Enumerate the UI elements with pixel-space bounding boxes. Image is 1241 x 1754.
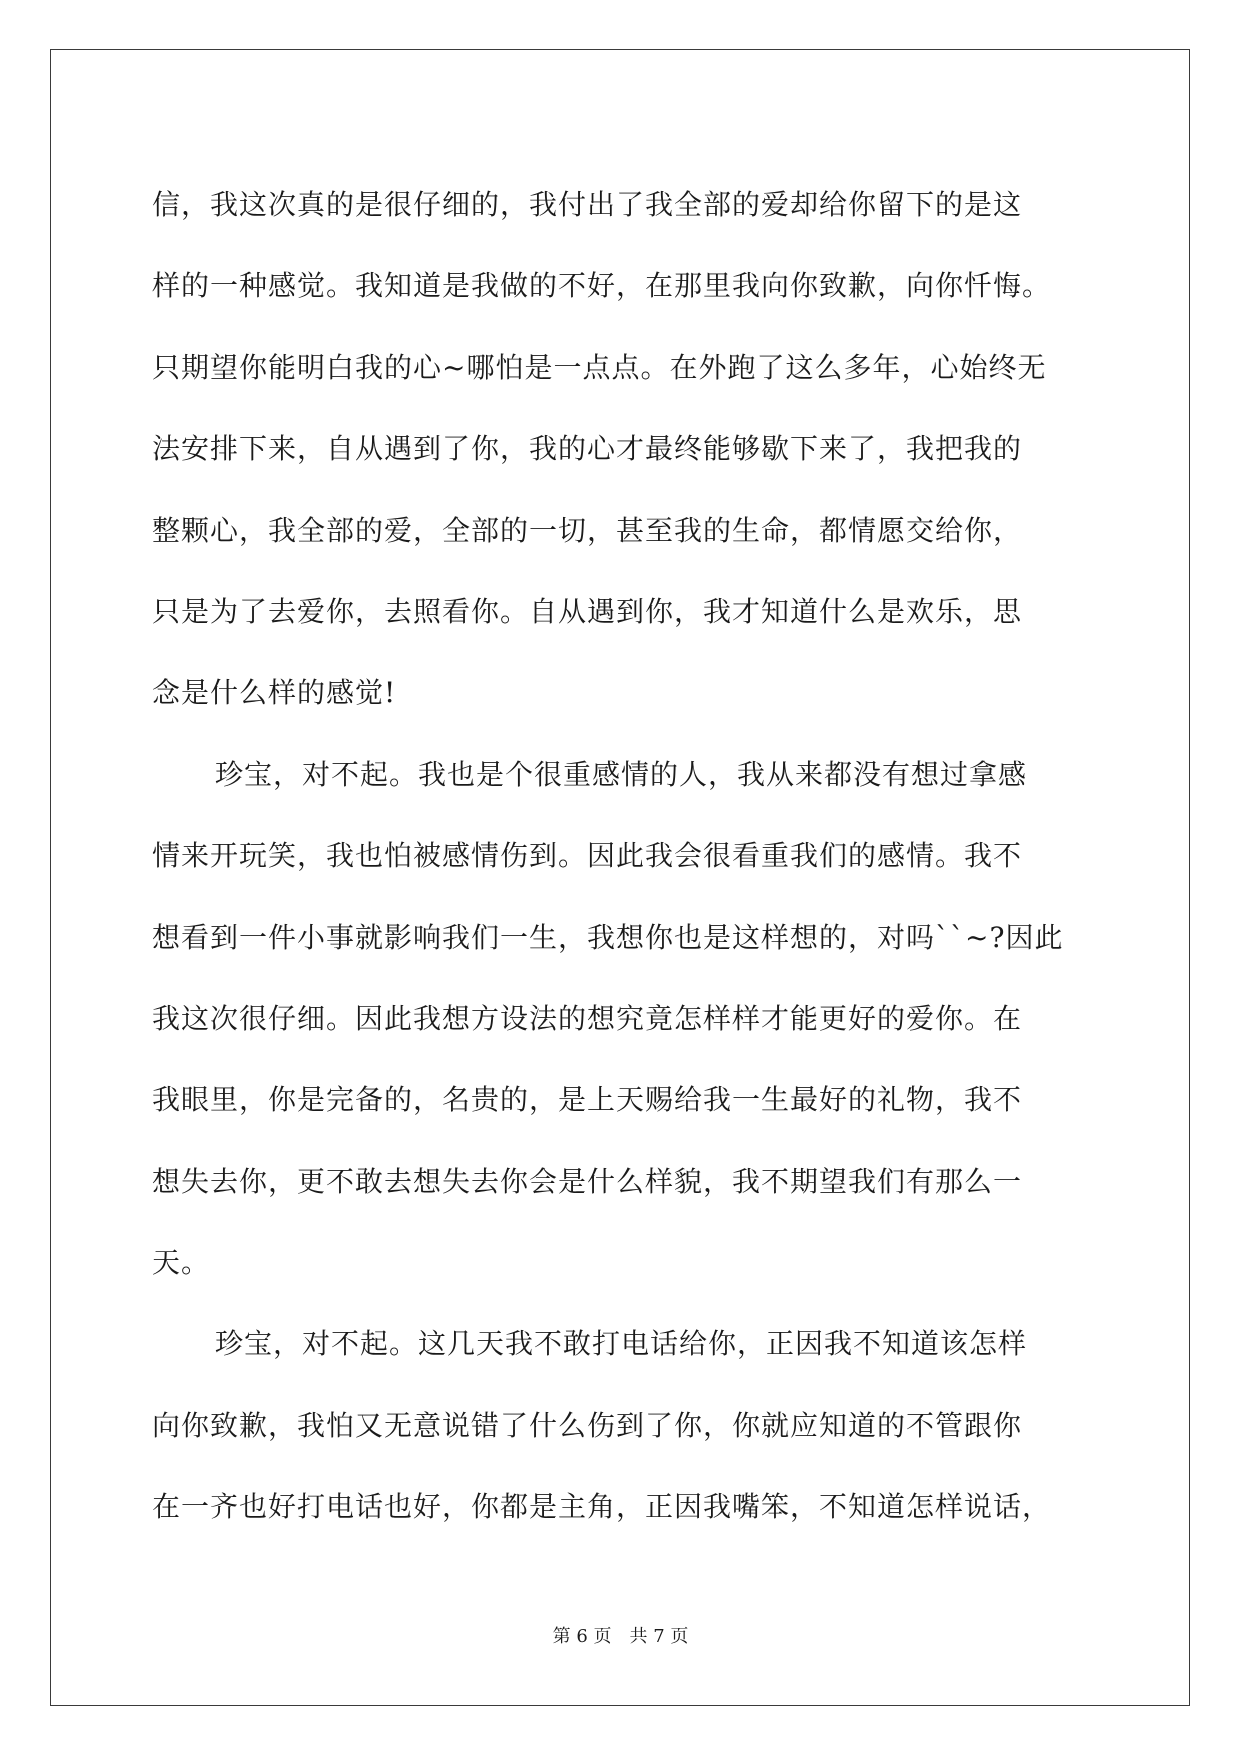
page-footer	[0, 1622, 1241, 1648]
text-line: 法安排下来，自从遇到了你，我的心才最终能够歇下来了，我把我的	[152, 432, 1023, 466]
text-line: 我这次很仔细。因此我想方设法的想究竟怎样样才能更好的爱你。在	[152, 1001, 1023, 1035]
text-line: 在一齐也好打电话也好，你都是主角，正因我嘴笨，不知道怎样说话，	[152, 1490, 1052, 1524]
text-line: 情来开玩笑，我也怕被感情伤到。因此我会很看重我们的感情。我不	[152, 839, 1023, 873]
text-line: 样的一种感觉。我知道是我做的不好，在那里我向你致歉，向你忏悔。	[152, 269, 1052, 303]
text-line: 只是为了去爱你，去照看你。自从遇到你，我才知道什么是欢乐，思	[152, 594, 1023, 628]
text-line: 想失去你，更不敢去想失去你会是什么样貌，我不期望我们有那么一	[152, 1164, 1023, 1198]
total-pages: 共 7 页	[629, 1626, 689, 1647]
text-line: 珍宝，对不起。这几天我不敢打电话给你，正因我不知道该怎样	[215, 1327, 1028, 1361]
text-line: 念是什么样的感觉!	[152, 676, 397, 710]
text-line: 只期望你能明白我的心~哪怕是一点点。在外跑了这么多年，心始终无	[152, 350, 1047, 384]
text-line: 天。	[152, 1246, 211, 1280]
page-number: 第 6 页	[552, 1626, 612, 1647]
text-line: 向你致歉，我怕又无意说错了什么伤到了你，你就应知道的不管跟你	[152, 1408, 1023, 1442]
text-line: 珍宝，对不起。我也是个很重感情的人，我从来都没有想过拿感	[215, 757, 1028, 791]
text-line: 整颗心，我全部的爱，全部的一切，甚至我的生命，都情愿交给你，	[152, 513, 1023, 547]
text-line: 信，我这次真的是很仔细的，我付出了我全部的爱却给你留下的是这	[152, 188, 1023, 221]
text-line: 我眼里，你是完备的，名贵的，是上天赐给我一生最好的礼物，我不	[152, 1083, 1023, 1117]
document-body	[152, 164, 1096, 1548]
text-line: 想看到一件小事就影响我们一生，我想你也是这样想的，对吗``~?因此	[152, 920, 1064, 954]
